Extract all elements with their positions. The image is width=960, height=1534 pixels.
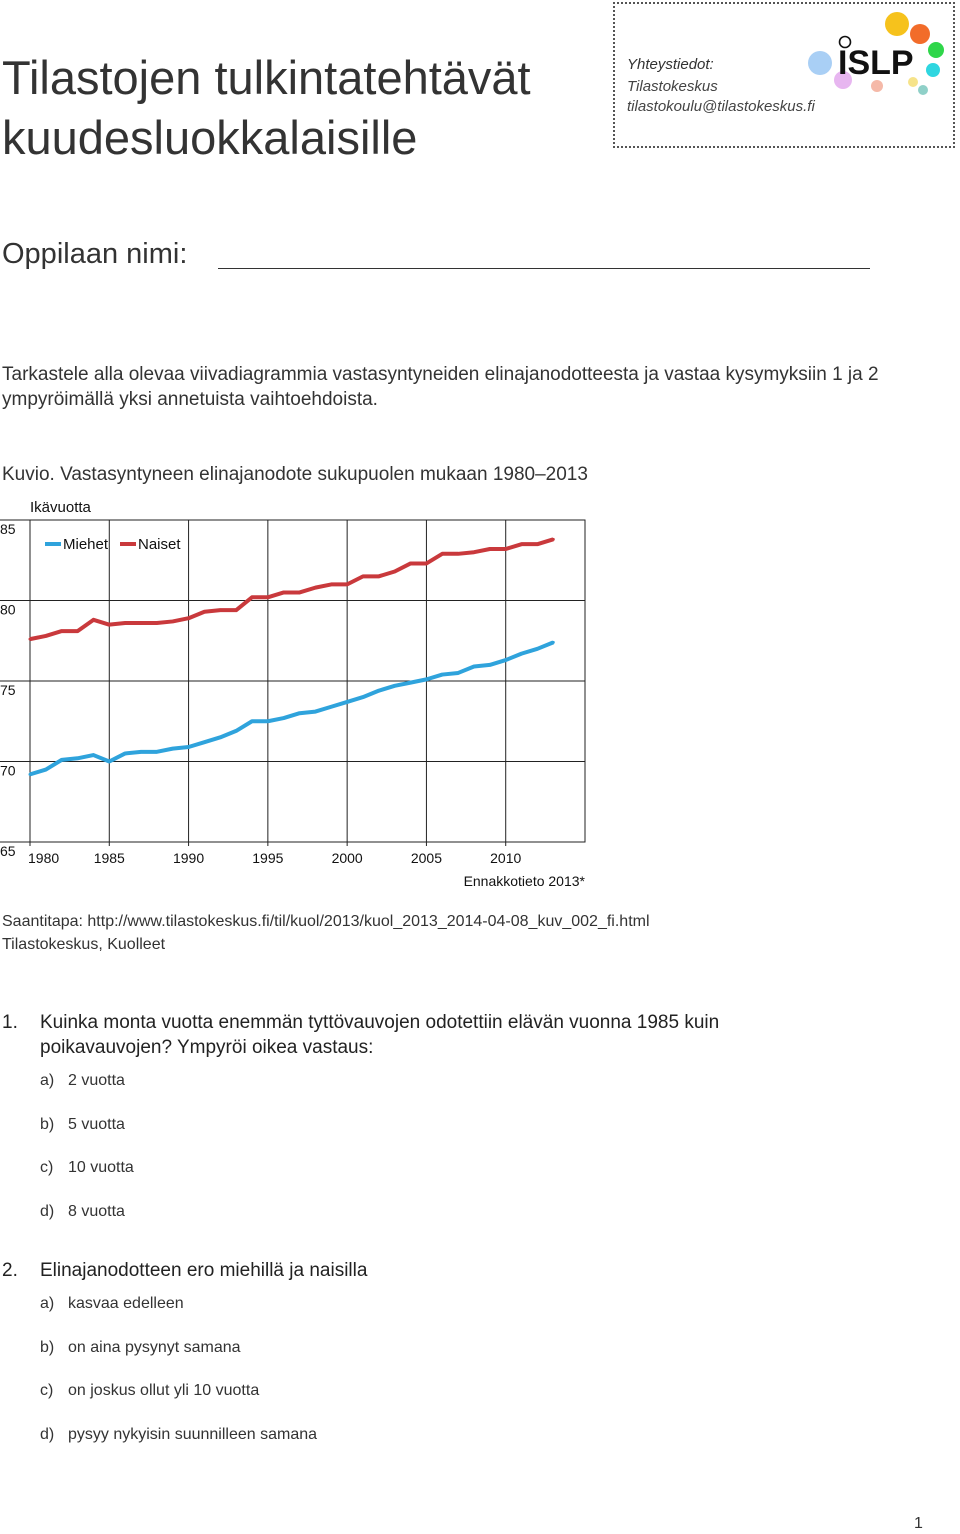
data-point — [393, 684, 396, 687]
x-tick-label: 2000 — [331, 850, 363, 866]
data-point — [60, 758, 63, 761]
data-point — [124, 622, 127, 625]
data-point — [409, 562, 412, 565]
figure-caption-text: Vastasyntyneen elinajanodote sukupuolen mukaan 1980–2013 — [54, 464, 588, 485]
data-point — [108, 623, 111, 626]
contact-heading: Yhteystiedot: — [627, 56, 714, 73]
source-url[interactable]: Saantitapa: http://www.tilastokeskus.fi/til/kuol/2013/kuol_2013_2014-04-08_kuv_002_fi.html — [2, 913, 650, 930]
data-point — [298, 712, 301, 715]
data-point — [187, 746, 190, 749]
data-point — [187, 617, 190, 620]
contact-organization: Tilastokeskus — [627, 78, 718, 95]
instructions: Tarkastele alla olevaa viivadiagrammia vastasyntyneiden elinajanodotteesta ja vastaa kysymyksiin 1 ja 2 ympyröimällä yksi annetuista vaihtoehdoista. — [2, 364, 879, 410]
data-point — [473, 551, 476, 554]
data-point — [266, 596, 269, 599]
data-point — [155, 622, 158, 625]
x-tick-label: 1980 — [28, 850, 60, 866]
data-point — [140, 622, 143, 625]
data-point — [346, 583, 349, 586]
data-point — [346, 700, 349, 703]
data-point — [171, 747, 174, 750]
data-point — [377, 575, 380, 578]
data-point — [314, 710, 317, 713]
option-text: pysyy nykyisin suunnilleen samana — [68, 1426, 318, 1443]
data-point — [552, 641, 555, 644]
data-point — [124, 752, 127, 755]
question-number: 2. — [2, 1260, 18, 1281]
legend-label: Miehet — [63, 536, 109, 553]
data-point — [457, 671, 460, 674]
data-point — [282, 717, 285, 720]
data-point — [140, 750, 143, 753]
series-line-miehet — [30, 642, 553, 774]
source-info — [2, 910, 650, 956]
page-number: 1 — [914, 1515, 923, 1532]
data-point — [92, 754, 95, 757]
title-line-2: kuudesluokkalaisille — [2, 111, 418, 164]
data-point — [219, 736, 222, 739]
x-tick-label: 2005 — [410, 850, 443, 866]
data-point — [536, 543, 539, 546]
option-letter: a) — [40, 1295, 55, 1312]
data-point — [330, 583, 333, 586]
student-name-line[interactable] — [218, 268, 870, 269]
option-text: 2 vuotta — [68, 1072, 125, 1089]
data-point — [409, 681, 412, 684]
data-point — [108, 760, 111, 763]
option-letter: d) — [40, 1426, 55, 1443]
data-point — [235, 729, 238, 732]
data-point — [520, 543, 523, 546]
figure-caption-label: Kuvio. — [2, 464, 55, 485]
data-point — [251, 720, 254, 723]
option-letter: d) — [40, 1203, 55, 1220]
data-point — [552, 538, 555, 541]
data-point — [251, 596, 254, 599]
option-letter: c) — [40, 1159, 54, 1176]
data-point — [362, 696, 365, 699]
option-letter: a) — [40, 1072, 55, 1089]
x-tick-label: 1995 — [252, 850, 284, 866]
data-point — [282, 591, 285, 594]
data-point — [155, 750, 158, 753]
data-point — [44, 634, 47, 637]
option-text: 5 vuotta — [68, 1116, 125, 1133]
data-point — [203, 741, 206, 744]
data-point — [504, 659, 507, 662]
student-name-label: Oppilaan nimi: — [2, 238, 188, 270]
figure-caption — [2, 464, 588, 486]
option-letter: b) — [40, 1116, 55, 1133]
x-tick-label: 1990 — [172, 850, 205, 866]
y-axis-label: Ikävuotta — [30, 499, 91, 516]
title-line-1: Tilastojen tulkintatehtävät — [2, 51, 531, 104]
data-point — [298, 591, 301, 594]
data-point — [504, 547, 507, 550]
option-text: 8 vuotta — [68, 1203, 125, 1220]
question-text: Elinajanodotteen ero miehillä ja naisilla — [40, 1260, 368, 1281]
data-point — [29, 773, 32, 776]
y-tick-label: 75 — [0, 682, 16, 698]
option-letter: c) — [40, 1382, 54, 1399]
data-point — [488, 663, 491, 666]
option-text: on joskus ollut yli 10 vuotta — [68, 1382, 260, 1399]
data-point — [362, 575, 365, 578]
data-point — [441, 552, 444, 555]
data-point — [266, 720, 269, 723]
data-point — [235, 609, 238, 612]
option-text: kasvaa edelleen — [68, 1295, 184, 1312]
chart-note: Ennakkotieto 2013* — [463, 873, 585, 889]
option-letter: b) — [40, 1339, 55, 1356]
data-point — [457, 552, 460, 555]
data-point — [473, 665, 476, 668]
question-number: 1. — [2, 1012, 18, 1033]
source-publisher: Tilastokeskus, Kuolleet — [2, 936, 166, 953]
y-tick-label: 70 — [0, 762, 16, 779]
option-text: 10 vuotta — [68, 1159, 134, 1176]
data-point — [393, 570, 396, 573]
data-point — [488, 547, 491, 550]
islp-logo — [805, 8, 950, 98]
data-point — [377, 689, 380, 692]
contact-box — [613, 2, 955, 148]
logo-text: ISLP — [838, 44, 914, 82]
data-point — [425, 562, 428, 565]
y-tick-label: 65 — [0, 843, 16, 859]
data-point — [330, 705, 333, 708]
data-point — [76, 757, 79, 760]
x-tick-label: 1985 — [93, 850, 125, 866]
data-point — [92, 618, 95, 621]
data-point — [171, 620, 174, 623]
data-point — [441, 673, 444, 676]
data-point — [520, 652, 523, 655]
y-tick-label: 85 — [0, 521, 16, 537]
data-point — [29, 638, 32, 641]
x-tick-label: 2010 — [490, 850, 522, 866]
question-text: Kuinka monta vuotta enemmän tyttövauvojen odotettiin elävän vuonna 1985 kuin poikavauvojen? Ympyröi oikea vastaus: — [40, 1012, 720, 1058]
data-point — [44, 768, 47, 771]
data-point — [219, 609, 222, 612]
contact-email[interactable]: tilastokoulu@tilastokeskus.fi — [627, 98, 815, 115]
data-point — [76, 630, 79, 633]
data-point — [203, 610, 206, 613]
data-point — [425, 678, 428, 681]
data-point — [60, 630, 63, 633]
life-expectancy-chart — [0, 495, 600, 895]
option-text: on aina pysynyt samana — [68, 1339, 241, 1356]
y-tick-label: 80 — [0, 601, 16, 618]
data-point — [314, 586, 317, 589]
data-point — [536, 647, 539, 650]
legend-label: Naiset — [138, 536, 181, 553]
page-title — [2, 48, 531, 168]
